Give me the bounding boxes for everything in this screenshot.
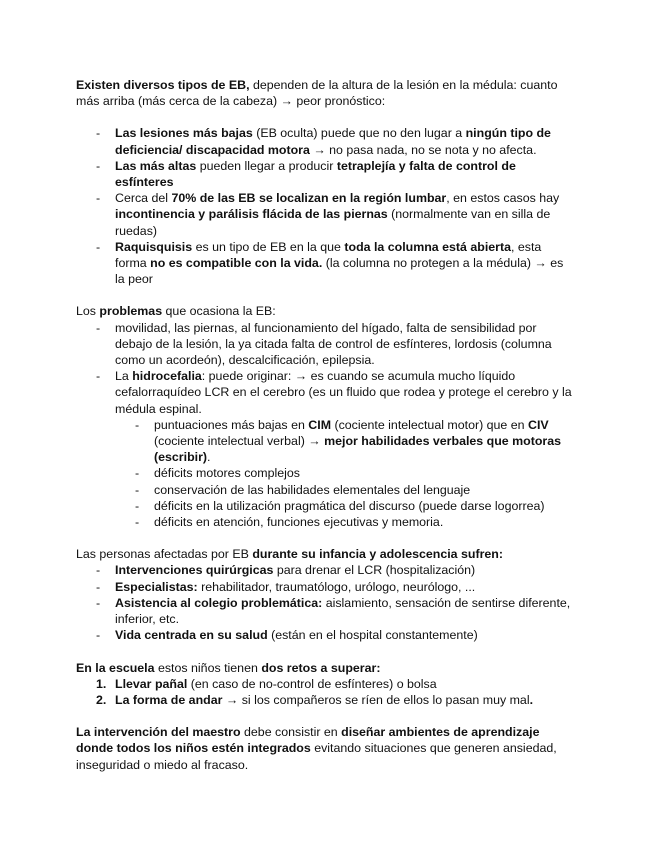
list-item: - Vida centrada en su salud (están en el hospital constantemente) — [76, 627, 574, 643]
list-item: - Asistencia al colegio problemática: aislamiento, sensación de sentirse diferente, inferior, etc. — [76, 595, 574, 627]
list-item: - conservación de las habilidades elementales del lenguaje — [115, 482, 574, 498]
eb-types-list — [76, 125, 574, 287]
list-item: - La hidrocefalia: puede originar: → es cuando se acumula mucho líquido cefalorraquídeo LCR en el cerebro (es un fluido que rodea y protege el cerebro y la médula espinal. - puntuaciones más bajas en CIM (cociente intelectual motor) que en CIV (cociente intelectual verbal) → mejor habilidades verbales que motoras (escribir). - déficits motores complejos - conservación de las habilidades elementales del lenguaje - déficits en la utilización pragmática del discurso (puede darse logorrea) - déficits en atención, funciones ejecutivas y memoria. — [76, 368, 574, 530]
school-challenges-list — [76, 676, 574, 708]
affected-heading: Las personas afectadas por EB durante su infancia y adolescencia sufren: — [76, 547, 503, 562]
list-item: - Las más altas pueden llegar a producir tetraplejía y falta de control de esfínteres — [76, 158, 574, 190]
list-item: - déficits en atención, funciones ejecutivas y memoria. — [115, 514, 574, 530]
list-item: - Las lesiones más bajas (EB oculta) puede que no den lugar a ningún tipo de deficiencia/ discapacidad motora → no pasa nada, no se nota y no afecta. — [76, 125, 574, 157]
affected-list — [76, 562, 574, 643]
list-item: - Especialistas: rehabilitador, traumatólogo, urólogo, neurólogo, ... — [76, 579, 574, 595]
problems-heading: Los problemas que ocasiona la EB: — [76, 304, 276, 319]
list-item: - déficits motores complejos — [115, 465, 574, 481]
list-item: - puntuaciones más bajas en CIM (cociente intelectual motor) que en CIV (cociente intelectual verbal) → mejor habilidades verbales que motoras (escribir). — [115, 417, 574, 466]
problems-list — [76, 320, 574, 531]
list-item: - Cerca del 70% de las EB se localizan en la región lumbar, en estos casos hay incontinencia y parálisis flácida de las piernas (normalmente van en silla de ruedas) — [76, 190, 574, 239]
list-item: - Raquisquisis es un tipo de EB en la que toda la columna está abierta, esta forma no es compatible con la vida. (la columna no protegen a la médula) → es la peor — [76, 239, 574, 288]
list-item: - movilidad, las piernas, al funcionamiento del hígado, falta de sensibilidad por debajo de la lesión, la ya citada falta de control de esfínteres, lordosis (columna como un acordeón), descalcificación, epilepsia. — [76, 320, 574, 369]
list-item: - déficits en la utilización pragmática del discurso (puede darse logorrea) — [115, 498, 574, 514]
list-item: 2. La forma de andar → si los compañeros se ríen de ellos lo pasan muy mal. — [96, 692, 534, 707]
school-heading: En la escuela estos niños tienen dos retos a superar: — [76, 660, 381, 675]
teacher-paragraph: La intervención del maestro debe consistir en diseñar ambientes de aprendizaje donde todos los niños estén integrados evitando situaciones que generen ansiedad, inseguridad o miedo al fracaso. — [76, 725, 557, 772]
intro-paragraph: Existen diversos tipos de EB, dependen de la altura de la lesión en la médula: cuanto más arriba (más cerca de la cabeza) → peor pronóstico: — [76, 78, 558, 109]
list-item: 1. Llevar pañal (en caso de no-control de esfínteres) o bolsa — [96, 676, 437, 691]
list-item: - Intervenciones quirúrgicas para drenar el LCR (hospitalización) — [76, 562, 574, 578]
hydrocephalus-sublist — [115, 417, 574, 530]
document-page — [76, 77, 574, 773]
